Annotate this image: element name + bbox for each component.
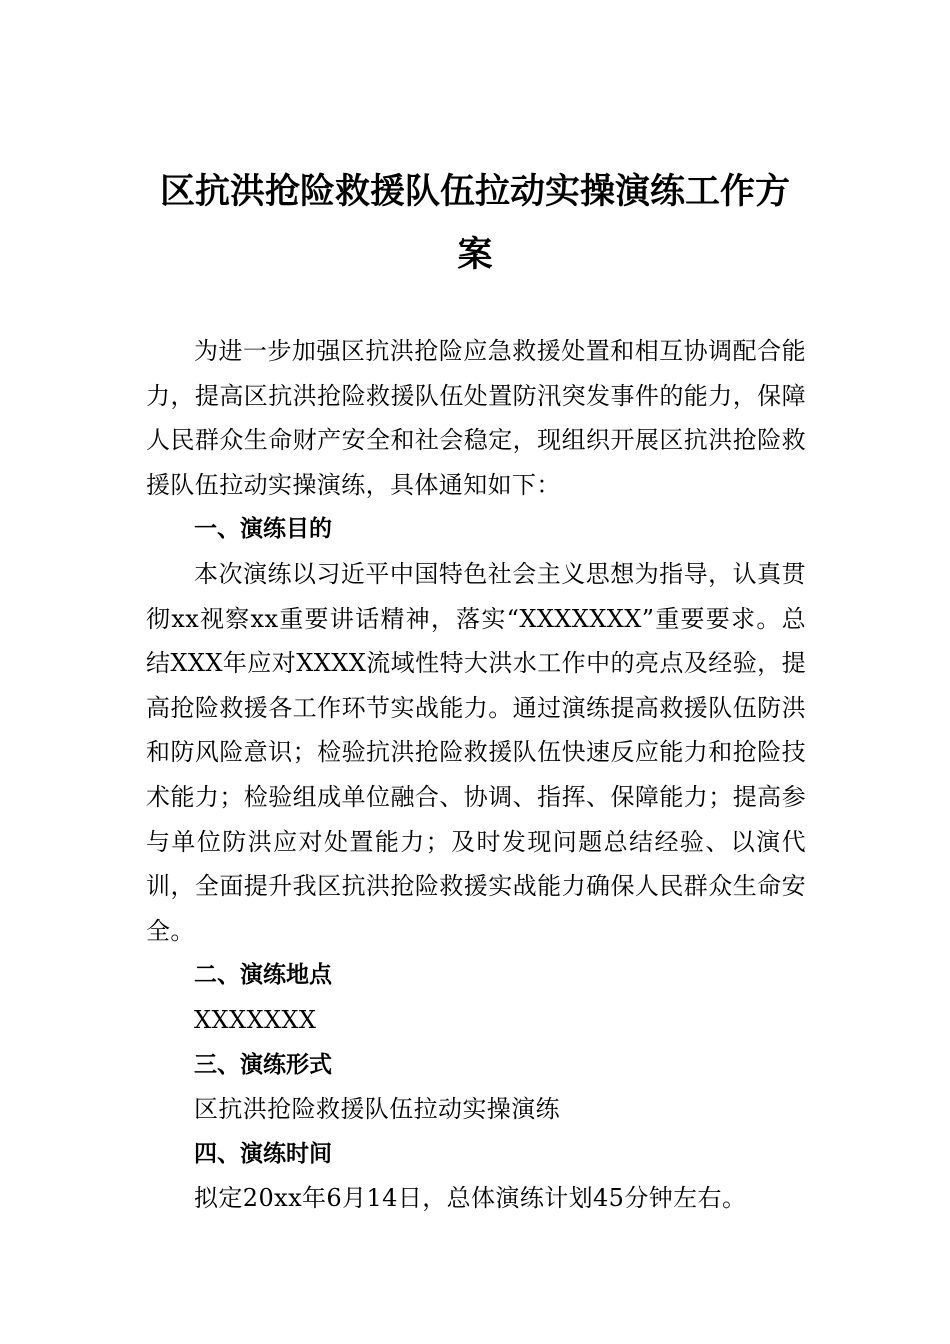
document-title [150,160,800,286]
section-heading-location: 二、演练地点 [194,962,332,989]
section-content-time: 拟定20xx年6月14日，总体演练计划45分钟左右。 [194,1184,747,1213]
section-heading-purpose: 一、演练目的 [194,516,332,543]
document-title-line-2: 案 [457,234,493,275]
document-body [146,329,806,1221]
section-content-location: XXXXXXX [194,1005,317,1034]
intro-paragraph: 为进一步加强区抗洪抢险应急救援处置和相互协调配合能力，提高区抗洪抢险救援队伍处置防汛突发事件的能力，保障人民群众生命财产安全和社会稳定，现组织开展区抗洪抢险救援队伍拉动实操演练，具体通知如下： [146,337,806,499]
section-content-format: 区抗洪抢险救援队伍拉动实操演练 [194,1095,560,1124]
section-heading-format: 三、演练形式 [194,1051,332,1078]
document-title-line-1: 区抗洪抢险救援队伍拉动实操演练工作方 [159,171,790,212]
section-heading-time: 四、演练时间 [194,1140,332,1167]
section-content-purpose: 本次演练以习近平中国特色社会主义思想为指导，认真贯彻xx视察xx重要讲话精神，落实“XXXXXXX”重要要求。总结XXX年应对XXXX流域性特大洪水工作中的亮点及经验，提高抢险救援各工作环节实战能力。通过演练提高救援队伍防洪和防风险意识；检验抗洪抢险救援队伍快速反应能力和抢险技术能力；检验组成单位融合、协调、指挥、保障能力；提高参与单位防洪应对处置能力；及时发现问题总结经验、以演代训，全面提升我区抗洪抢险救援实战能力确保人民群众生命安全。 [146,559,806,945]
